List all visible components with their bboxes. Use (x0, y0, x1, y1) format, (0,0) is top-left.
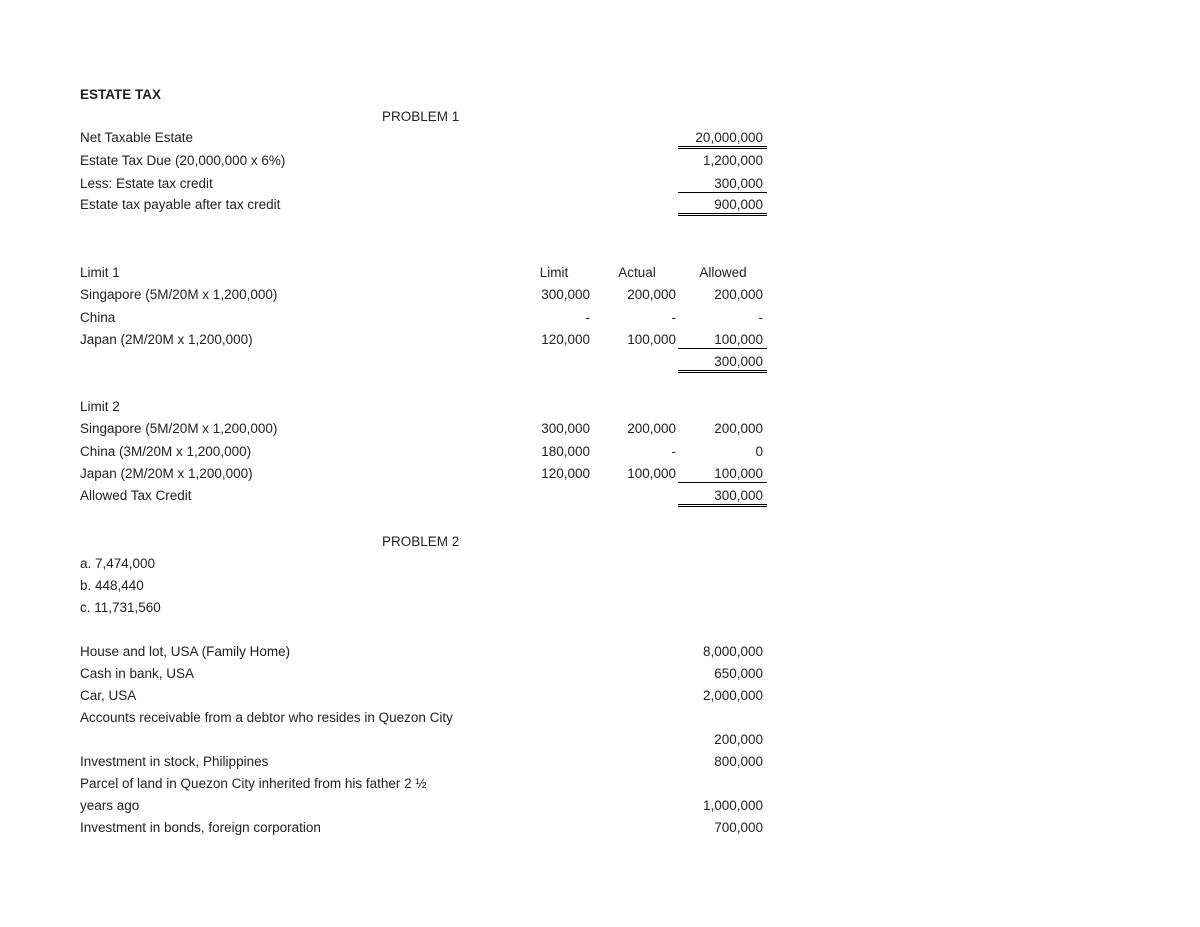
limit2-china-label: China (3M/20M x 1,200,000) (80, 444, 252, 459)
limit-1-label: Limit 1 (80, 265, 120, 280)
single-underline (678, 348, 767, 349)
col-actual-header: Actual (618, 265, 656, 280)
limit2-japan-actual: 100,000 (627, 466, 676, 481)
limit1-china-limit: - (585, 310, 590, 325)
net-taxable-estate-value: 20,000,000 (695, 130, 763, 145)
cash-in-bank-value: 650,000 (714, 666, 763, 681)
answer-c: c. 11,731,560 (80, 600, 161, 615)
estate-tax-due-value: 1,200,000 (702, 153, 763, 168)
double-underline (678, 504, 767, 507)
problem-1-heading: PROBLEM 1 (382, 109, 460, 124)
single-underline (678, 482, 767, 483)
estate-tax-payable-label: Estate tax payable after tax credit (80, 197, 281, 212)
double-underline (678, 370, 767, 373)
limit2-japan-limit: 120,000 (541, 466, 590, 481)
cash-in-bank-label: Cash in bank, USA (80, 666, 195, 681)
limit2-china-allowed: 0 (755, 444, 763, 459)
limit2-china-limit: 180,000 (541, 444, 590, 459)
estate-tax-payable-value: 900,000 (714, 197, 763, 212)
estate-tax-credit-value: 300,000 (714, 176, 763, 191)
problem-2-heading: PROBLEM 2 (382, 534, 460, 549)
limit1-singapore-label: Singapore (5M/20M x 1,200,000) (80, 287, 278, 302)
estate-tax-due-label: Estate Tax Due (20,000,000 x 6%) (80, 153, 286, 168)
estate-tax-credit-label: Less: Estate tax credit (80, 176, 213, 191)
limit1-singapore-actual: 200,000 (627, 287, 676, 302)
limit1-china-label: China (80, 310, 116, 325)
house-and-lot-label: House and lot, USA (Family Home) (80, 644, 291, 659)
limit1-japan-limit: 120,000 (541, 332, 590, 347)
parcel-of-land-value: 1,000,000 (702, 798, 763, 813)
answer-b: b. 448,440 (80, 578, 144, 593)
net-taxable-estate-label: Net Taxable Estate (80, 130, 194, 145)
investment-in-bonds-label: Investment in bonds, foreign corporation (80, 820, 321, 835)
house-and-lot-value: 8,000,000 (702, 644, 763, 659)
single-underline (678, 192, 767, 193)
limit1-china-actual: - (671, 310, 676, 325)
answer-a: a. 7,474,000 (80, 556, 156, 571)
allowed-tax-credit-value: 300,000 (714, 488, 763, 503)
car-label: Car, USA (80, 688, 137, 703)
limit1-china-allowed: - (758, 310, 763, 325)
limit2-china-actual: - (671, 444, 676, 459)
limit1-total: 300,000 (714, 354, 763, 369)
document-title: ESTATE TAX (80, 87, 161, 102)
allowed-tax-credit-label: Allowed Tax Credit (80, 488, 192, 503)
limit1-japan-allowed: 100,000 (714, 332, 763, 347)
limit2-singapore-allowed: 200,000 (714, 421, 763, 436)
parcel-of-land-label-line2: years ago (80, 798, 140, 813)
limit2-singapore-actual: 200,000 (627, 421, 676, 436)
parcel-of-land-label-line1: Parcel of land in Quezon City inherited from his father 2 ½ (80, 776, 427, 791)
col-limit-header: Limit (539, 265, 569, 280)
car-value: 2,000,000 (702, 688, 763, 703)
double-underline (678, 146, 767, 149)
col-allowed-header: Allowed (699, 265, 747, 280)
limit1-japan-actual: 100,000 (627, 332, 676, 347)
limit1-japan-label: Japan (2M/20M x 1,200,000) (80, 332, 253, 347)
investment-in-stock-value: 800,000 (714, 754, 763, 769)
limit2-japan-allowed: 100,000 (714, 466, 763, 481)
limit1-singapore-limit: 300,000 (541, 287, 590, 302)
investment-in-stock-label: Investment in stock, Philippines (80, 754, 269, 769)
limit2-japan-label: Japan (2M/20M x 1,200,000) (80, 466, 253, 481)
limit2-singapore-label: Singapore (5M/20M x 1,200,000) (80, 421, 278, 436)
limit1-singapore-allowed: 200,000 (714, 287, 763, 302)
accounts-receivable-label: Accounts receivable from a debtor who resides in Quezon City (80, 710, 453, 725)
double-underline (678, 213, 767, 216)
accounts-receivable-value: 200,000 (714, 732, 763, 747)
limit2-singapore-limit: 300,000 (541, 421, 590, 436)
investment-in-bonds-value: 700,000 (714, 820, 763, 835)
limit-2-label: Limit 2 (80, 399, 120, 414)
